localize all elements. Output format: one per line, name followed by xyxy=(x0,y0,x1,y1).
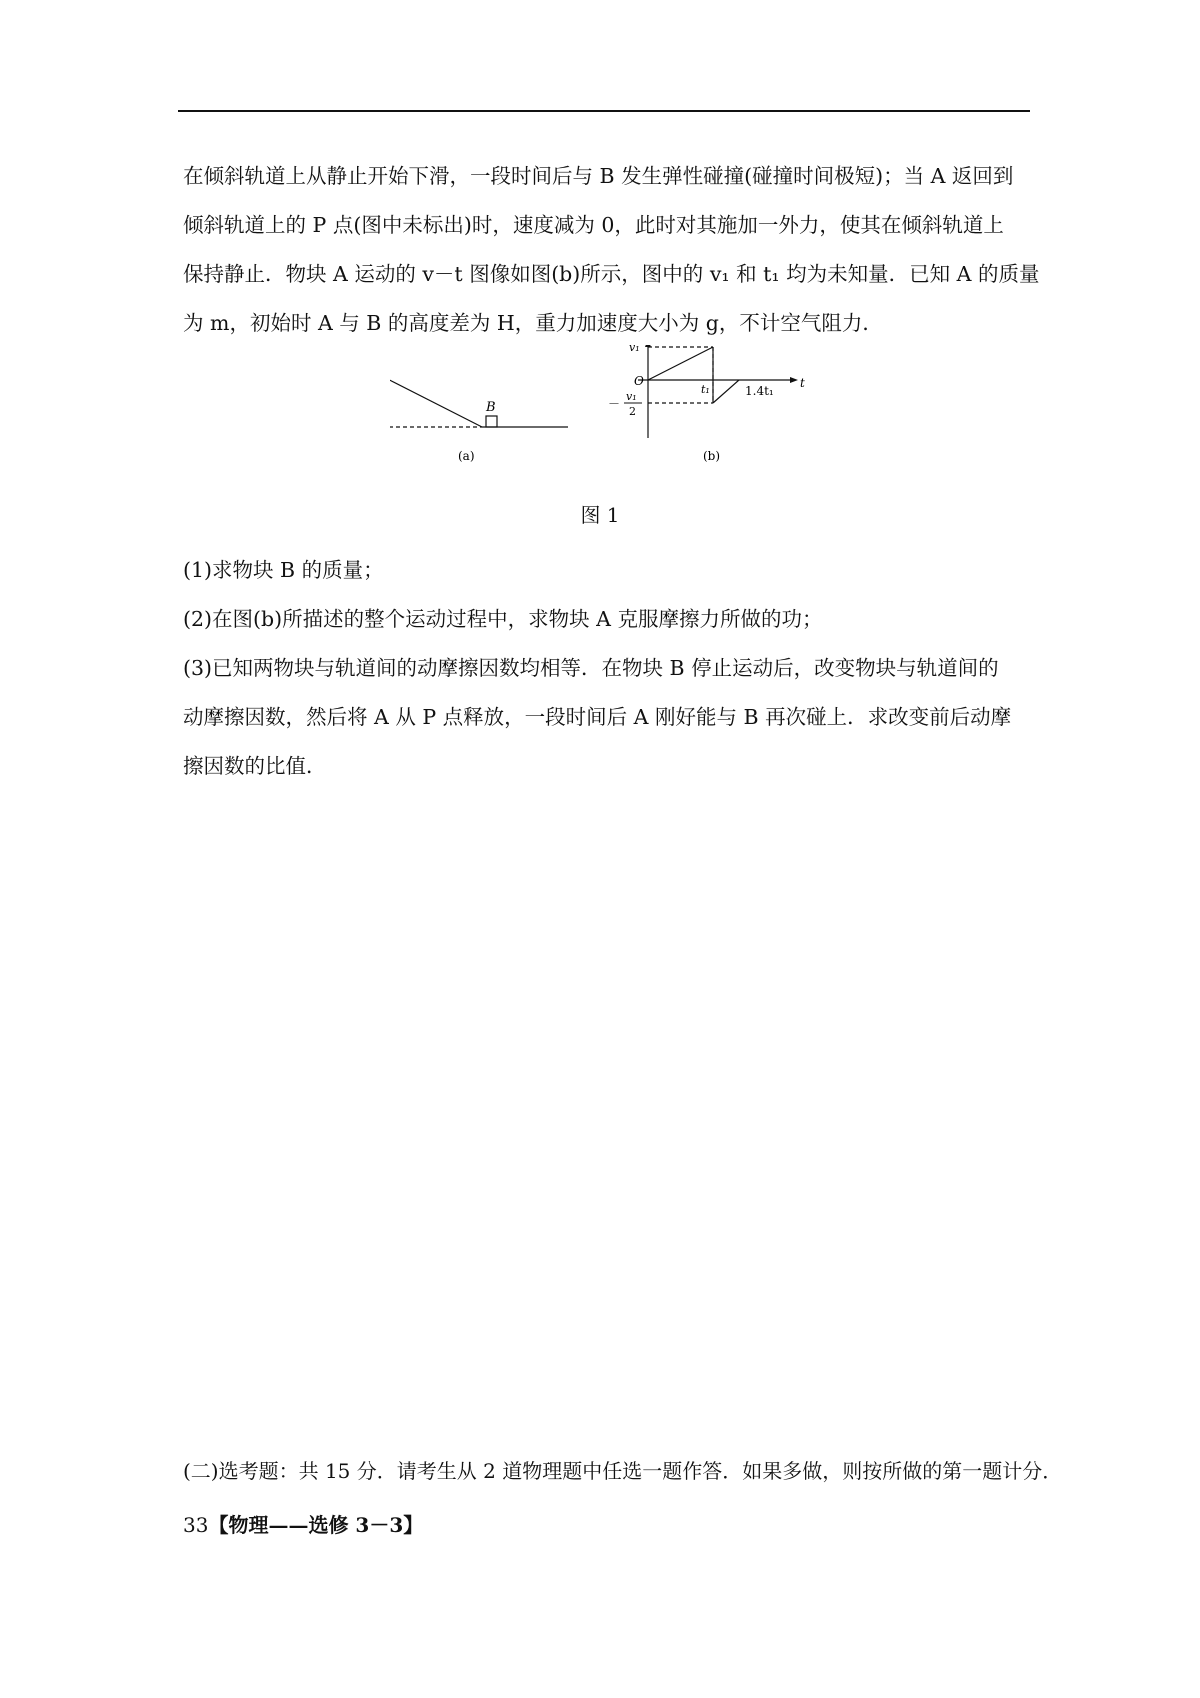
figure-caption: 图 1 xyxy=(580,503,620,527)
figure-b-graph xyxy=(638,345,798,438)
label-block-b: B xyxy=(486,400,496,415)
block-b xyxy=(486,416,497,427)
question-line: 动摩擦因数，然后将 A 从 P 点释放，一段时间后 A 刚好能与 B 再次碰上．求改变前后动摩 xyxy=(183,705,1012,729)
incline-line xyxy=(390,365,482,427)
t-axis-arrow xyxy=(790,377,798,383)
section-item-33 xyxy=(183,1512,423,1538)
item-title: 【物理——选修 3－3】 xyxy=(208,1513,424,1537)
question-line: 擦因数的比值． xyxy=(183,754,327,778)
intro-line: 倾斜轨道上的 P 点(图中未标出)时，速度减为 0，此时对其施加一外力，使其在倾斜轨道上 xyxy=(183,213,1004,237)
figure-a-label: (a) xyxy=(458,449,475,463)
label-v1: v₁ xyxy=(629,345,640,354)
question-line: (3)已知两物块与轨道间的动摩擦因数均相等．在物块 B 停止运动后，改变物块与轨道间的 xyxy=(183,656,999,680)
label-neg-denominator: 2 xyxy=(629,405,636,418)
accel-segment xyxy=(648,347,713,380)
intro-line: 在倾斜轨道上从静止开始下滑，一段时间后与 B 发生弹性碰撞(碰撞时间极短)；当 A 返回到 xyxy=(183,164,1014,188)
label-origin: O xyxy=(634,374,644,388)
label-neg-numerator: v₁ xyxy=(626,390,637,403)
figure-b-label: (b) xyxy=(703,449,721,463)
intro-line: 保持静止．物块 A 运动的 v－t 图像如图(b)所示，图中的 v₁ 和 t₁ 均为未知量．已知 A 的质量 xyxy=(183,262,1040,286)
problem-intro xyxy=(183,152,1040,348)
question-line: (2)在图(b)所描述的整个运动过程中，求物块 A 克服摩擦力所做的功； xyxy=(183,607,823,631)
return-segment xyxy=(713,380,739,403)
label-neg-minus: － xyxy=(608,397,621,411)
questions xyxy=(183,546,1033,791)
label-t-axis: t xyxy=(800,376,805,390)
item-number: 33 xyxy=(183,1513,209,1537)
figure-1 xyxy=(390,345,830,485)
section-header: (二)选考题：共 15 分．请考生从 2 道物理题中任选一题作答．如果多做，则按所做的第一题计分． xyxy=(183,1459,1063,1483)
header-rule xyxy=(178,110,1030,112)
intro-line: 为 m，初始时 A 与 B 的高度差为 H，重力加速度大小为 g，不计空气阻力． xyxy=(183,311,883,335)
question-line: (1)求物块 B 的质量； xyxy=(183,558,384,582)
label-t1: t₁ xyxy=(701,383,710,396)
label-1-4-t1: 1.4t₁ xyxy=(745,384,774,398)
figure-a-incline xyxy=(390,359,568,427)
